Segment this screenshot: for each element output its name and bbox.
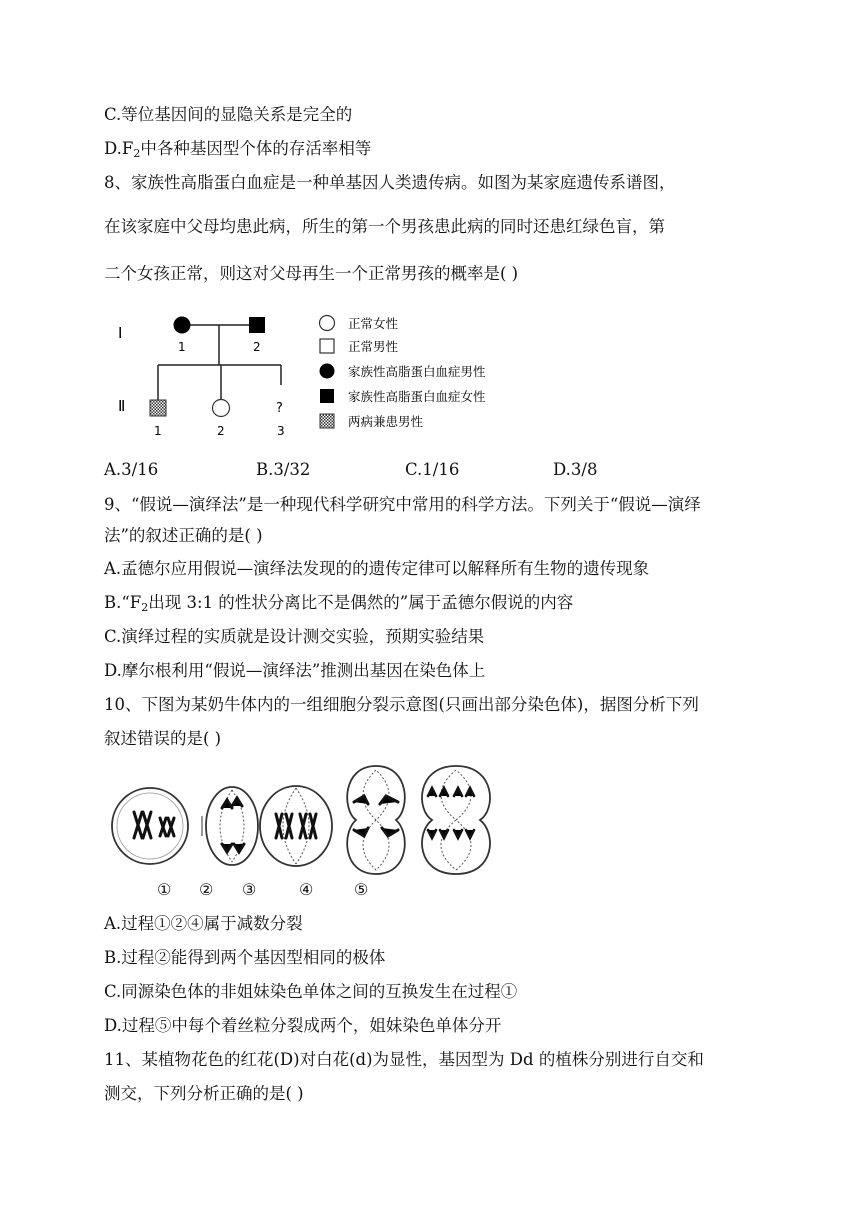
q8-stem-line2: 在该家庭中父母均患此病，所生的第一个男孩患此病的同时还患红绿色盲，第 [104,217,665,236]
svg-text:1: 1 [178,340,186,354]
cell-label-3: ③ [242,880,257,899]
legend-affected-male-icon [320,364,335,379]
q7-option-c: C.等位基因间的显隐关系是完全的 [104,105,353,124]
q11-stem-line1: 11、某植物花色的红花(D)对白花(d)为显性，基因型为 Dd 的植株分别进行自交和 [104,1050,704,1069]
q8-option-a: A.3/16 [104,460,159,479]
ii1-both-diseases-male [150,400,166,416]
cell-label-1: ① [157,880,172,899]
svg-text:正常男性: 正常男性 [348,339,399,354]
q10-stem-line1: 10、下图为某奶牛体内的一组细胞分裂示意图(只画出部分染色体)，据图分析下列 [104,695,699,714]
q9-stem-line2: 法”的叙述正确的是( ) [104,526,263,545]
svg-text:家族性高脂蛋白血症男性: 家族性高脂蛋白血症男性 [348,364,486,379]
q7-option-d: $D.F_2$中各种基因型个体的存活率相等 [104,139,372,160]
svg-text:3: 3 [277,424,285,438]
q10-option-d: D.过程⑤中每个着丝粒分裂成两个，姐妹染色单体分开 [104,1016,502,1035]
i1-affected-male-circle [174,317,191,334]
svg-text:2: 2 [253,340,261,354]
legend-normal-male-icon [320,339,334,353]
cell-label-5: ⑤ [354,880,369,899]
cell-label-4: ④ [299,880,314,899]
q10-option-c: C.同源染色体的非姐妹染色单体之间的互换发生在过程① [104,982,518,1001]
q8-option-d: D.3/8 [553,460,598,479]
q8-option-c: C.1/16 [405,460,460,479]
gen2-label: Ⅱ [118,397,126,415]
q10-option-a: A.过程①②④属于减数分裂 [104,914,303,933]
legend-both-diseases-icon [320,414,334,428]
pedigree-chart [108,305,528,445]
cell-label-2: ② [199,880,214,899]
q10-stem-line2: 叙述错误的是( ) [104,729,222,748]
q11-stem-line2: 测交，下列分析正确的是( ) [104,1084,304,1103]
svg-text:正常女性: 正常女性 [348,316,399,331]
q9-option-a: A.孟德尔应用假说—演绎法发现的的遗传定律可以解释所有生物的遗传现象 [104,559,650,578]
q9-stem-line1: 9、“假说—演绎法”是一种现代科学研究中常用的科学方法。下列关于“假说—演绎 [104,495,701,514]
svg-text:家族性高脂蛋白血症女性: 家族性高脂蛋白血症女性 [348,389,486,404]
q8-stem-line3: 二个女孩正常，则这对父母再生一个正常男孩的概率是( ) [104,264,519,283]
ii2-normal-female-circle [213,400,230,417]
gen1-label: Ⅰ [118,324,123,342]
q8-stem-line1: 8、家族性高脂蛋白血症是一种单基因人类遗传病。如图为某家庭遗传系谱图， [104,173,676,192]
q10-option-b: B.过程②能得到两个基因型相同的极体 [104,948,386,967]
ii3-unknown: ? [276,401,283,416]
svg-text:两病兼患男性: 两病兼患男性 [348,414,424,429]
q9-option-b: $B.“F_2$出现 3:1 的性状分离比不是偶然的”属于孟德尔假说的内容 [104,593,574,614]
q8-option-b: B.3/32 [256,460,311,479]
i2-affected-female-square [249,317,265,333]
cell-division-diagram [110,760,500,875]
legend-affected-female-icon [320,389,334,403]
legend-normal-female-icon [320,316,335,331]
svg-text:1: 1 [154,424,162,438]
q9-option-d: D.摩尔根利用“假说—演绎法”推测出基因在染色体上 [104,661,486,680]
q9-option-c: C.演绎过程的实质就是设计测交实验，预期实验结果 [104,627,485,646]
svg-text:2: 2 [217,424,225,438]
